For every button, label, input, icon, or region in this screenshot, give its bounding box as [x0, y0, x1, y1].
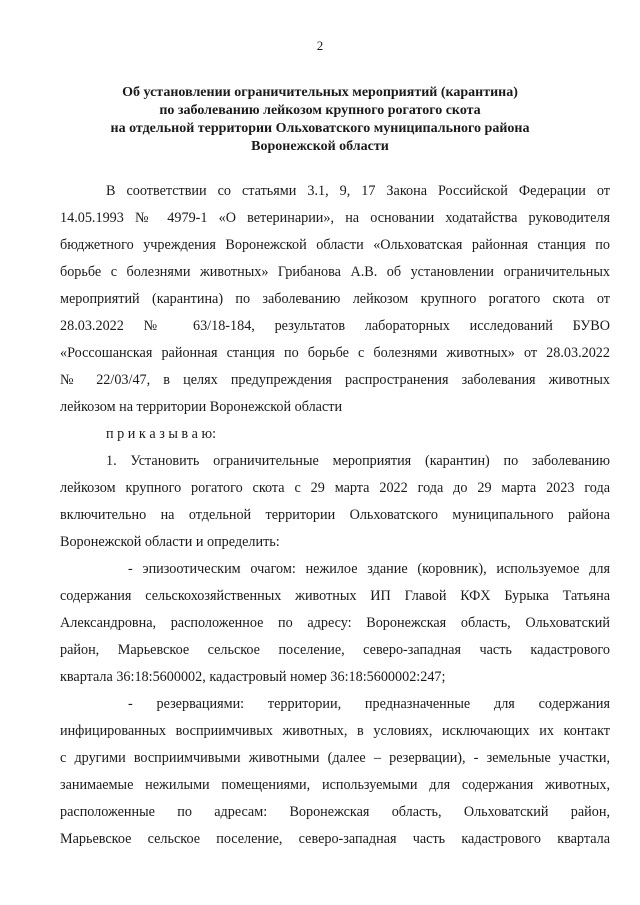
title-line: Воронежской области — [251, 139, 389, 154]
epizootic-focus-line: Александровна, расположенное по адресу: Воронежская область, Ольховатский — [60, 615, 610, 631]
reservation-line: - резервациями: территории, предназначенные для содержания — [128, 696, 610, 712]
reservation-line: с другими восприимчивыми животными (далее – резервации), - земельные участки, — [60, 750, 610, 766]
preamble-line: 14.05.1993 № 4979-1 «О ветеринарии», на основании ходатайства руководителя — [60, 210, 610, 226]
document-title — [60, 84, 580, 156]
reservation-line: Марьевское сельское поселение, северо-западная часть кадастрового квартала — [60, 831, 610, 847]
page-number: 2 — [316, 38, 324, 53]
reservation-line: занимаемые нежилыми помещениями, используемыми для содержания животных, — [60, 777, 610, 793]
clause-1-line: 1. Установить ограничительные мероприятия (карантин) по заболеванию — [106, 453, 610, 469]
title-line: на отдельной территории Ольховатского муниципального района — [110, 121, 530, 136]
preamble-line: бюджетного учреждения Воронежской области «Ольховатская районная станция по — [60, 237, 610, 253]
order-word: п р и к а з ы в а ю: — [106, 426, 217, 442]
preamble-line: В соответствии со статьями 3.1, 9, 17 Закона Российской Федерации от — [106, 183, 610, 199]
title-line: Об установлении ограничительных мероприятий (карантина) — [122, 85, 518, 100]
preamble-line: «Россошанская районная станция по борьбе с болезнями животных» от 28.03.2022 — [60, 345, 610, 361]
clause-1-line: лейкозом крупного рогатого скота с 29 марта 2022 года до 29 марта 2023 года — [60, 480, 610, 496]
reservation-line: расположенные по адресам: Воронежская область, Ольховатский район, — [60, 804, 610, 820]
epizootic-focus-line: район, Марьевское сельское поселение, северо-западная часть кадастрового — [60, 642, 610, 658]
clause-1-line: включительно на отдельной территории Ольховатского муниципального района — [60, 507, 610, 523]
reservation-line: инфицированных восприимчивых животных, в условиях, исключающих их контакт — [60, 723, 610, 739]
preamble-line: № 22/03/47, в целях предупреждения распространения заболевания животных — [60, 372, 610, 388]
preamble-line: борьбе с болезнями животных» Грибанова А.В. об установлении ограничительных — [60, 264, 610, 280]
document-body — [60, 178, 610, 853]
title-line: по заболеванию лейкозом крупного рогатого скота — [159, 103, 481, 118]
epizootic-focus-line: квартала 36:18:5600002, кадастровый номер 36:18:5600002:247; — [60, 669, 446, 685]
epizootic-focus-line: содержания сельскохозяйственных животных ИП Главой КФХ Бурыка Татьяна — [60, 588, 610, 604]
clause-1-line: Воронежской области и определить: — [60, 534, 280, 550]
epizootic-focus-line: - эпизоотическим очагом: нежилое здание (коровник), используемое для — [128, 561, 610, 577]
preamble-line: 28.03.2022 № 63/18-184, результатов лабораторных исследований БУВО — [60, 318, 610, 334]
preamble-line: лейкозом на территории Воронежской области — [60, 399, 343, 415]
preamble-line: мероприятий (карантина) по заболеванию лейкозом крупного рогатого скота от — [60, 291, 610, 307]
